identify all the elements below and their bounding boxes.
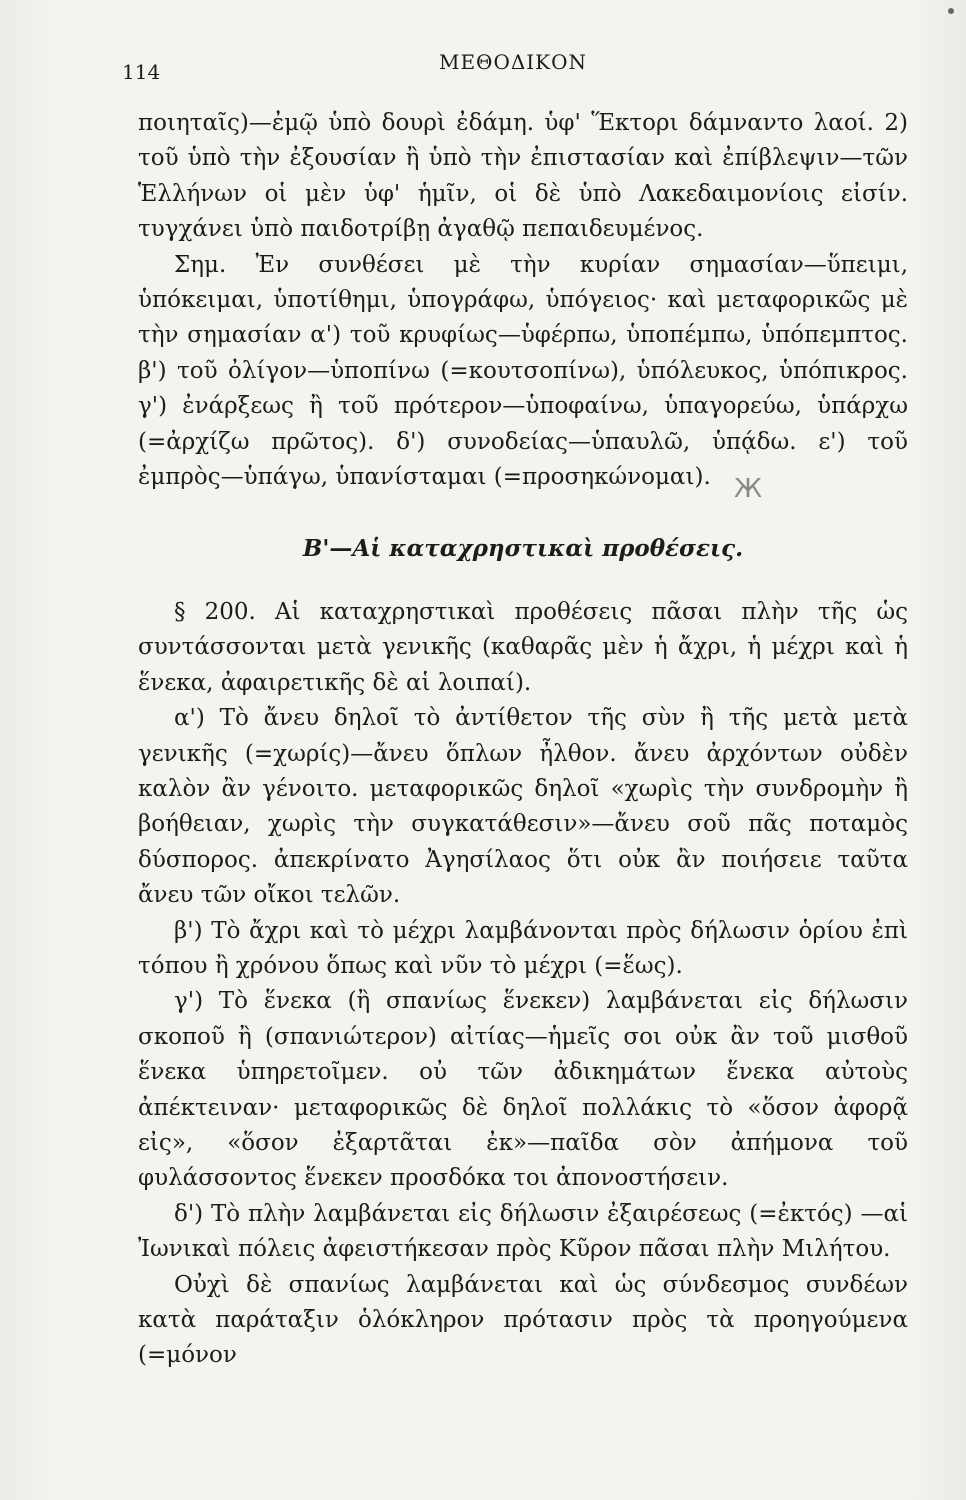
page-number: 114 — [122, 60, 161, 84]
page-header — [118, 50, 908, 84]
page-body — [138, 106, 908, 1374]
paragraph-plen: δ') Τὸ πλὴν λαμβάνεται εἰς δήλωσιν ἐξαιρέσεως (=ἐκτός) —αἱ Ἰωνικαὶ πόλεις ἀφειστήκεσαν πρὸς Κῦρον πᾶσαι πλὴν Μιλήτου. — [138, 1200, 908, 1263]
section-heading: Β'—Αἱ καταχρηστικαὶ προθέσεις. — [302, 535, 744, 563]
paragraph-aneu: α') Τὸ ἄνευ δηλοῖ τὸ ἀντίθετον τῆς σὺν ἢ τῆς μετὰ μετὰ γενικῆς (=χωρίς)—ἄνευ ὅπλων ἦλθον. ἄνευ ἀρχόντων οὐδὲν καλὸν ἂν γένοιτο. μεταφορικῶς δηλοῖ «χωρὶς τὴν συνδρομὴν ἢ βοήθειαν, χωρὶς τὴν συγκατάθεσιν»—ἄνευ σοῦ πᾶς ποταμὸς δύσπορος. ἀπεκρίνατο Ἀγησίλαος ὅτι οὐκ ἂν ποιήσειε ταῦτα ἄνευ τῶν οἴκοι τελῶν. — [138, 705, 908, 909]
paragraph-note: Σημ. Ἐν συνθέσει μὲ τὴν κυρίαν σημασίαν—ὕπειμι, ὑπόκειμαι, ὑποτίθημι, ὑπογράφω, ὑπόγειος· καὶ μεταφορικῶς μὲ τὴν σημασίαν α') τοῦ κρυφίως—ὑφέρπω, ὑποπέμπω, ὑπόπεμπτος. β') τοῦ ὀλίγον—ὑποπίνω (=κουτσοπίνω), ὑπόλευκος, ὑπόπικρος. γ') ἐνάρξεως ἢ τοῦ πρότερον—ὑποφαίνω, ὑπαγορεύω, ὑπάρχω (=ἀρχίζω πρῶτος). δ') συνοδείας—ὑπαυλῶ, ὑπᾴδω. ε') τοῦ ἐμπρὸς—ὑπάγω, ὑπανίσταμαι (=προσηκώνομαι). — [138, 251, 908, 491]
handwritten-mark: Ж — [734, 474, 763, 504]
ink-speck — [948, 8, 954, 14]
paragraph-heneka: γ') Τὸ ἕνεκα (ἢ σπανίως ἕνεκεν) λαμβάνεται εἰς δήλωσιν σκοποῦ ἢ (σπανιώτερον) αἰτίας—ἡμεῖς σοι οὐκ ἂν τοῦ μισθοῦ ἕνεκα ὑπηρετοῖμεν. οὐ τῶν ἀδικημάτων ἕνεκα αὐτοὺς ἀπέκτειναν· μεταφορικῶς δὲ δηλοῖ πολλάκις τὸ «ὅσον ἀφορᾷ εἰς», «ὅσον ἐξαρτᾶται ἐκ»—παῖδα σὸν ἀπήμονα τοῦ φυλάσσοντος ἕνεκεν προσδόκα τοι ἀπονοστήσειν. — [138, 988, 908, 1192]
running-title: ΜΕΘΟΔΙΚΟΝ — [438, 50, 588, 74]
paragraph-section-200: § 200. Αἱ καταχρηστικαὶ προθέσεις πᾶσαι πλὴν τῆς ὡς συντάσσονται μετὰ γενικῆς (καθαρᾶς μὲν ἡ ἄχρι, ἡ μέχρι καὶ ἡ ἕνεκα, ἀφαιρετικῆς δὲ αἱ λοιπαί). — [138, 598, 908, 696]
paragraph-conjunction: Οὐχὶ δὲ σπανίως λαμβάνεται καὶ ὡς σύνδεσμος συνδέων κατὰ παράταξιν ὁλόκληρον πρότασιν πρὸς τὰ προηγούμενα (=μόνον — [138, 1271, 908, 1369]
paragraph-achri-mechri: β') Τὸ ἄχρι καὶ τὸ μέχρι λαμβάνονται πρὸς δήλωσιν ὁρίου ἐπὶ τόπου ἢ χρόνου ὅπως καὶ νῦν τὸ μέχρι (=ἕως). — [138, 917, 908, 979]
paragraph-continuation: ποιηταῖς)—ἐμῷ ὑπὸ δουρὶ ἐδάμη. ὑφ' Ἕκτορι δάμναντο λαοί. 2) τοῦ ὑπὸ τὴν ἐξουσίαν ἢ ὑπὸ τὴν ἐπιστασίαν καὶ ἐπίβλεψιν—τῶν Ἑλλήνων οἱ μὲν ὑφ' ἡμῖν, οἱ δὲ ὑπὸ Λακεδαιμονίοις εἰσίν. τυγχάνει ὑπὸ παιδοτρίβῃ ἀγαθῷ πεπαιδευμένος. — [138, 110, 908, 243]
